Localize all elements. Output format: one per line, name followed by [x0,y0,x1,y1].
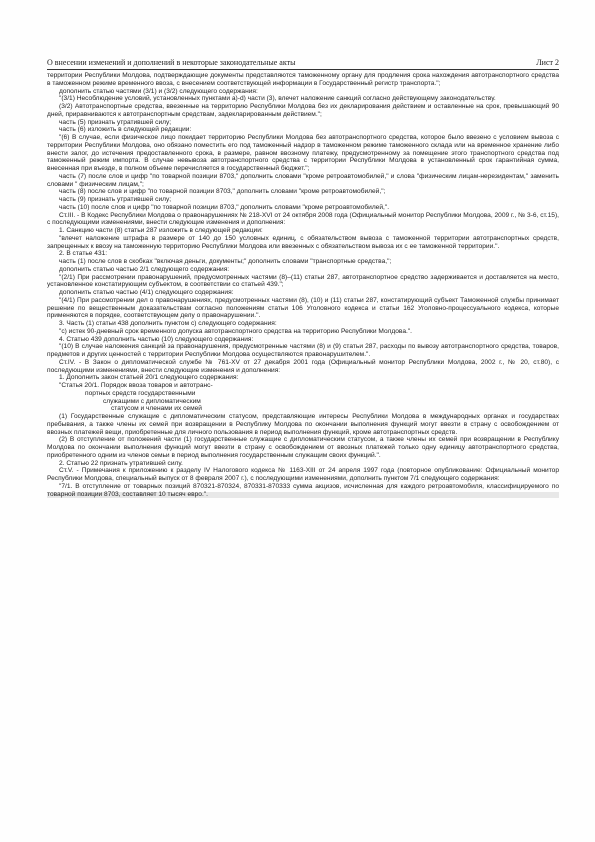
paragraph: часть (10) после слов и цифр "по товарной позиции 8703," дополнить словами "кроме ретроавтомобилей,". [59,203,390,211]
paragraph: часть (9) признать утратившей силу; [59,196,172,203]
paragraph: часть (7) после слов и цифр "по товарной позиции 8703," дополнить словами "кроме ретроавтомобилей," и слова "физическим лицам-нерезидентам," заменить словами " физическим лицам,"; [47,172,559,188]
paragraph: портных средств государственными [85,389,196,397]
paragraph: (1) Государственные служащие с дипломатическим статусом, представляющие интересы Республики Молдова в международных органах и государствах пребывания, а также члены их семей при возвращении в Республику Молдова по окончании выполнения функций могут ввезти в страну с освобождением от ввозных платежей вещи, приобретенные для личного пользования в период выполнения функций, кроме автотранспортных средств. [47,413,559,436]
paragraph: дополнить статью частью (4/1) следующего содержания: [59,289,234,296]
paragraph: часть (8) после слов и цифр "по товарной позиции 8703," дополнить словами "кроме ретроавтомобилей,"; [59,188,386,196]
paragraph: (2) В отступление от положений части (1) государственные служащие с дипломатическим статусом, а также члены их семей при возвращении в Республику Молдова по окончании выполнения функций могут ввезти в страну с освобождением от ввозных платежей только одну единицу автотранспортного средства, приобретенного одним из членов семьи в период выполнения государственным служащим своих функций.". [47,436,559,459]
paragraph: "(6) В случае, если физическое лицо покидает территорию Республики Молдова без автотранспортного средства, которое было ввезено с условием вывоза с территории Республики Молдова, оно обязано поместить его под таможенный надзор в таможенном режиме таможенного склада или на временное хранение либо внести залог, до истечения предоставленного срока, в размере, равном ввозному платежу, предусмотренному за помещение этого транспортного средства под таможенный режим импорта. В случае невывоза автотранспортного средства с территории Республики Молдова в установленный срок гарантийная сумма, внесенная при въезде, в полном объеме перечисляется в государственный бюджет."; [47,134,559,172]
paragraph: территории Республики Молдова, подтверждающие документы представляются таможенному органу для продления срока нахождения автотранспортного средства в таможенном режиме временного ввоза, с внесением соответствующей информации в Государственный регистр транспорта."; [47,72,559,87]
paragraph: дополнить статью частью 2/1 следующего содержания: [59,265,230,273]
paragraph: 3. Часть (1) статьи 438 дополнить пунктом с) следующего содержания: [59,320,277,327]
paragraph: часть (5) признать утратившей силу; [59,118,172,126]
document-body [47,72,559,498]
paragraph: "(2/1) При рассмотрении правонарушений, предусмотренных частями (8)–(11) статьи 287, автотранспортное средство задерживается и доставляется на место, установленное констатирующим субъектом, в соответствии со статьей 439."; [47,273,559,289]
paragraph: часть (1) после слов в скобках "включая деньги, документы;" дополнить словами "транспортные средства,"; [59,258,392,265]
paragraph: "(3/1) Несоблюдение условий, установленных пунктами a)-d) части (3), влечет наложение санкций согласно действующему законодательству. [59,95,496,103]
paragraph: статусом и членами их семей [111,405,202,413]
document-title: О внесении изменений и дополнений в некоторые законодательные акты [47,58,296,67]
paragraph: "7/1. В отступление от товарных позиций 870321-870324, 870331-870333 сумма акцизов, исчисленная для каждого ретроавтомобиля, классифицируемого по товарной позиции 8703, составляет 10 тысяч евро.". [47,482,559,498]
paragraph: 1. Санкцию части (8) статьи 287 изложить в следующей редакции: [59,227,263,234]
paragraph: "(4/1) При рассмотрении дел о правонарушениях, предусмотренных частями (8), (10) и (11) статьи 287, констатирующий субъект Таможенной службы принимает решение по вещественным доказательствам согласно положениям статьи 106 Уголовного кодекса и статьи 162 Уголовно-процессуального кодекса, которые применяются в порядке, соответствующем делу о правонарушении.". [47,296,559,320]
paragraph: служащими с дипломатическим [103,397,201,405]
paragraph: "влечет наложение штрафа в размере от 140 до 150 условных единиц, с обязательством вывоза с таможенной территории автотранспортных средств, запрещенных к ввозу на таможенную территорию Республики Молдова или ввезенных с обязательством вывоза их с ее таможенной территории.". [47,234,559,250]
paragraph: 4. Статью 439 дополнить частью (10) следующего содержания: [59,335,254,343]
paragraph: часть (6) изложить в следующей редакции: [59,126,192,134]
paragraph: 1. Дополнить закон статьей 20/1 следующего содержания: [59,374,239,382]
paragraph: 2. Статью 22 признать утратившей силу. [59,459,183,467]
paragraph: Ст.V. - Примечания к приложению к разделу IV Налогового кодекса № 1163-XIII от 24 апреля 1997 года (повторное опубликование: Официальный монитор Республики Молдова, специальный выпуск от 8 февраля 2007 г.), с последующими изменениями, дополнить пунктом 7/1 следующего содержания: [47,467,559,482]
paragraph: дополнить статью частями (3/1) и (3/2) следующего содержания: [59,87,258,95]
paragraph: "с) истек 90-дневный срок временного допуска автотранспортного средства на территорию Республики Молдова.". [59,327,412,335]
paragraph: Ст.III. - В Кодекс Республики Молдова о правонарушениях № 218-XVI от 24 октября 2008 года (Официальный монитор Республики Молдова, 2009 г., № 3-6, ст.15), с последующими изменениями, внести следующие изменения и дополнения: [47,211,559,227]
paragraph: (3/2) Автотранспортные средства, ввезенные на территорию Республики Молдова без их декларирования действием и оставленные на срок, превышающий 90 дней, приравниваются к автотранспортным средствам, задекларированным действием."; [47,103,559,118]
paragraph: 2. В статье 431: [59,250,108,258]
sheet-number: Лист 2 [536,58,559,67]
header-divider [47,69,559,70]
paragraph: Ст.IV. - В Закон о дипломатической службе № 761-XV от 27 декабря 2001 года (Официальный монитор Республики Молдова, 2002 г., № 20, ст.80), с последующими изменениями, внести следующие изменения и дополнения: [47,358,559,374]
paragraph: "(10) В случае наложения санкций за правонарушения, предусмотренные частями (8) и (9) статьи 287, расходы по вывозу автотранспортного средства, товаров, предметов и других ценностей с территории Республики Молдова осуществляются правонарушителем.". [47,343,559,358]
paragraph: "Статья 20/1. Порядок ввоза товаров и автотранс- [59,382,213,389]
